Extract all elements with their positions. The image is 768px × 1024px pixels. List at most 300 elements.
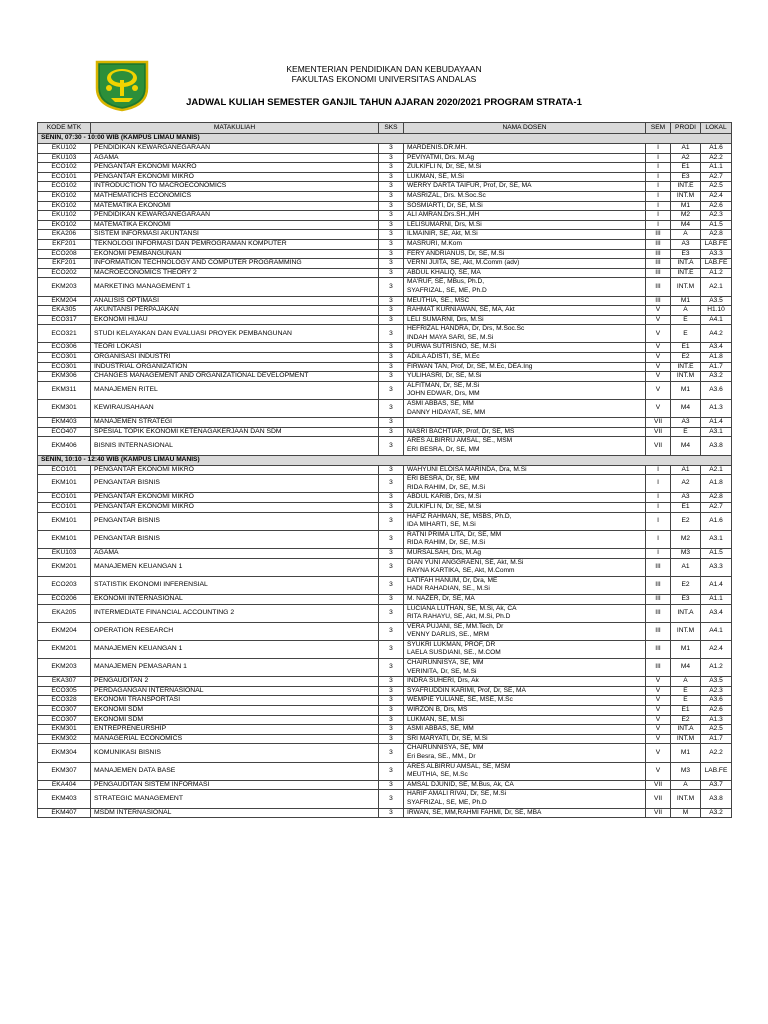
dosen-name: VENNY DARLIS, SE., MRM — [407, 631, 489, 639]
prodi-cell: M3 — [671, 548, 701, 558]
matakuliah-cell: PENGAUDITAN SISTEM INFORMASI — [91, 780, 379, 790]
sks-cell: 3 — [379, 604, 404, 622]
sem-cell: V — [646, 715, 671, 725]
header-sks: SKS — [379, 123, 404, 134]
sks-cell: 3 — [379, 418, 404, 428]
lokal-cell: A1.6 — [701, 144, 732, 154]
prodi-cell: A3 — [671, 493, 701, 503]
kode-cell: EKM201 — [38, 558, 91, 576]
sem-cell: III — [646, 558, 671, 576]
sks-cell: 3 — [379, 268, 404, 278]
sks-cell: 3 — [379, 715, 404, 725]
matakuliah-cell: MANAJEMEN PEMASARAN 1 — [91, 659, 379, 677]
sem-cell: I — [646, 475, 671, 493]
dosen-cell — [404, 353, 646, 363]
lokal-cell: A1.4 — [701, 576, 732, 594]
kode-cell: ECO407 — [38, 427, 91, 437]
prodi-cell: INT.M — [671, 622, 701, 640]
header-sem: SEM — [646, 123, 671, 134]
prodi-cell: A — [671, 780, 701, 790]
prodi-cell: INT.E — [671, 268, 701, 278]
matakuliah-cell: PENGAUDITAN 2 — [91, 677, 379, 687]
lokal-cell: A2.8 — [701, 230, 732, 240]
prodi-cell: INT.M — [671, 191, 701, 201]
dosen-name: VERNI JUITA, SE, Akt, M.Comm (adv) — [407, 259, 520, 267]
sem-cell: I — [646, 220, 671, 230]
dosen-name: MASRIZAL, Drs. M.Soc.Sc — [407, 191, 486, 199]
lokal-cell: A2.8 — [701, 493, 732, 503]
header-matakuliah: MATAKULIAH — [91, 123, 379, 134]
lokal-cell: A2.1 — [701, 465, 732, 475]
lokal-cell: A1.5 — [701, 548, 732, 558]
sem-cell: III — [646, 659, 671, 677]
prodi-cell: M1 — [671, 381, 701, 399]
table-row — [38, 353, 732, 363]
lokal-cell: A2.4 — [701, 640, 732, 658]
kode-cell: ECO102 — [38, 163, 91, 173]
sem-cell: III — [646, 249, 671, 259]
matakuliah-cell: MATEMATIKA EKONOMI — [91, 220, 379, 230]
dosen-name: LATIFAH HANUM, Dr, Dra, ME — [407, 576, 498, 584]
sem-cell: VII — [646, 808, 671, 818]
dosen-name: HARIF AMALI RIVAI, Dr, SE, M.Si — [407, 790, 507, 798]
sem-cell: V — [646, 400, 671, 418]
lokal-cell: A1.7 — [701, 362, 732, 372]
table-row — [38, 249, 732, 259]
sks-cell: 3 — [379, 296, 404, 306]
dosen-cell — [404, 744, 646, 762]
matakuliah-cell: OPERATION RESEARCH — [91, 622, 379, 640]
dosen-cell — [404, 762, 646, 780]
table-body — [38, 134, 732, 818]
dosen-cell — [404, 182, 646, 192]
dosen-name: INDAH MAYA SARI, SE, M.Si — [407, 333, 494, 341]
lokal-cell: A1.8 — [701, 475, 732, 493]
kode-cell: EKM403 — [38, 418, 91, 428]
prodi-cell: M2 — [671, 211, 701, 221]
sks-cell: 3 — [379, 686, 404, 696]
sem-cell: III — [646, 239, 671, 249]
lokal-cell: A3.3 — [701, 249, 732, 259]
sks-cell: 3 — [379, 475, 404, 493]
lokal-cell: LAB.FE — [701, 762, 732, 780]
prodi-cell: E2 — [671, 353, 701, 363]
dosen-name: ZULKIFLI N, Dr, SE, M.Si — [407, 502, 482, 510]
kode-cell: ECO101 — [38, 465, 91, 475]
table-row — [38, 427, 732, 437]
prodi-cell: A — [671, 306, 701, 316]
matakuliah-cell: SPESIAL TOPIK EKONOMI KETENAGAKERJAAN DAN SDM — [91, 427, 379, 437]
lokal-cell: A2.5 — [701, 182, 732, 192]
kode-cell: EKM307 — [38, 762, 91, 780]
table-row — [38, 437, 732, 455]
matakuliah-cell: PENGANTAR EKONOMI MAKRO — [91, 163, 379, 173]
matakuliah-cell: PENGANTAR EKONOMI MIKRO — [91, 172, 379, 182]
prodi-cell: INT.M — [671, 734, 701, 744]
kode-cell: ECO102 — [38, 182, 91, 192]
dosen-cell — [404, 502, 646, 512]
sem-cell: V — [646, 706, 671, 716]
kode-cell: EKU102 — [38, 211, 91, 221]
matakuliah-cell: EKONOMI TRANSPORTASI — [91, 696, 379, 706]
lokal-cell: A3.4 — [701, 343, 732, 353]
sks-cell: 3 — [379, 220, 404, 230]
lokal-cell: A1.3 — [701, 715, 732, 725]
dosen-name: VERA PUJANI, SE, MM.Tech, Dr — [407, 622, 504, 630]
sks-cell: 3 — [379, 594, 404, 604]
matakuliah-cell: MARKETING MANAGEMENT 1 — [91, 278, 379, 296]
matakuliah-cell: MANAJEMEN KEUANGAN 1 — [91, 640, 379, 658]
lokal-cell: A3.1 — [701, 530, 732, 548]
kode-cell: EKM203 — [38, 659, 91, 677]
dosen-cell — [404, 220, 646, 230]
lokal-cell: A1.6 — [701, 512, 732, 530]
sks-cell: 3 — [379, 576, 404, 594]
lokal-cell: A2.1 — [701, 278, 732, 296]
dosen-cell — [404, 201, 646, 211]
kode-cell: ECO321 — [38, 325, 91, 343]
table-row — [38, 259, 732, 269]
sem-cell: V — [646, 362, 671, 372]
kode-cell: EKM306 — [38, 372, 91, 382]
table-row — [38, 594, 732, 604]
dosen-cell — [404, 604, 646, 622]
kode-cell: ECO307 — [38, 715, 91, 725]
sks-cell: 3 — [379, 163, 404, 173]
sks-cell: 3 — [379, 249, 404, 259]
dosen-cell — [404, 437, 646, 455]
prodi-cell: M1 — [671, 744, 701, 762]
sks-cell: 3 — [379, 306, 404, 316]
dosen-name: SYAFRUDDIN KARIMI, Prof, Dr, SE, MA — [407, 686, 526, 694]
sem-cell: III — [646, 640, 671, 658]
dosen-name: M. NAZER, Dr, SE, MA — [407, 594, 475, 602]
sem-cell: VII — [646, 418, 671, 428]
matakuliah-cell: INFORMATION TECHNOLOGY AND COMPUTER PROGRAMMING — [91, 259, 379, 269]
prodi-cell: A2 — [671, 475, 701, 493]
prodi-cell: INT.A — [671, 604, 701, 622]
kode-cell: ECO305 — [38, 686, 91, 696]
kode-cell: EKO102 — [38, 201, 91, 211]
sem-cell: I — [646, 153, 671, 163]
sks-cell: 3 — [379, 677, 404, 687]
sem-cell: V — [646, 325, 671, 343]
table-row — [38, 493, 732, 503]
lokal-cell: A2.7 — [701, 502, 732, 512]
sks-cell: 3 — [379, 493, 404, 503]
sem-cell: I — [646, 493, 671, 503]
prodi-cell: INT.M — [671, 790, 701, 808]
dosen-cell — [404, 239, 646, 249]
dosen-name: DANNY HIDAYAT, SE, MM — [407, 408, 486, 416]
document-header — [0, 0, 768, 122]
sem-cell: V — [646, 677, 671, 687]
matakuliah-cell: STUDI KELAYAKAN DAN EVALUASI PROYEK PEMBANGUNAN — [91, 325, 379, 343]
lokal-cell: A2.2 — [701, 744, 732, 762]
dosen-cell — [404, 191, 646, 201]
sem-cell: V — [646, 306, 671, 316]
matakuliah-cell: AKUNTANSI PERPAJAKAN — [91, 306, 379, 316]
sks-cell: 3 — [379, 762, 404, 780]
dosen-cell — [404, 715, 646, 725]
dosen-cell — [404, 475, 646, 493]
dosen-name: ARES ALBIRRU AMSAL, SE., MSM — [407, 437, 513, 445]
prodi-cell: E — [671, 427, 701, 437]
table-row — [38, 163, 732, 173]
prodi-cell: E1 — [671, 706, 701, 716]
dosen-cell — [404, 153, 646, 163]
sks-cell: 3 — [379, 734, 404, 744]
sks-cell: 3 — [379, 259, 404, 269]
prodi-cell: M2 — [671, 530, 701, 548]
dosen-cell — [404, 163, 646, 173]
matakuliah-cell: ENTREPRENEURSHIP — [91, 725, 379, 735]
dosen-cell — [404, 734, 646, 744]
table-row — [38, 762, 732, 780]
dosen-name: JOHN EDWAR, Drs, MM — [407, 390, 480, 398]
kode-cell: ECO101 — [38, 502, 91, 512]
sks-cell: 3 — [379, 465, 404, 475]
lokal-cell: A2.5 — [701, 725, 732, 735]
dosen-cell — [404, 594, 646, 604]
sks-cell: 3 — [379, 278, 404, 296]
lokal-cell: A2.7 — [701, 172, 732, 182]
matakuliah-cell: KOMUNIKASI BISNIS — [91, 744, 379, 762]
dosen-name: RAHMAT KURNIAWAN, SE, MA, Akt — [407, 306, 515, 314]
lokal-cell: A3.2 — [701, 372, 732, 382]
kode-cell: ECO203 — [38, 576, 91, 594]
sks-cell: 3 — [379, 144, 404, 154]
table-row — [38, 548, 732, 558]
matakuliah-cell: EKONOMI INTERNASIONAL — [91, 594, 379, 604]
sem-cell: I — [646, 530, 671, 548]
dosen-cell — [404, 362, 646, 372]
matakuliah-cell: INTERMEDIATE FINANCIAL ACCOUNTING 2 — [91, 604, 379, 622]
table-row — [38, 239, 732, 249]
dosen-name: HEFRIZAL HANDRA, Dr, Drs, M.Soc.Sc — [407, 325, 525, 333]
dosen-cell — [404, 400, 646, 418]
kode-cell: ECO202 — [38, 268, 91, 278]
lokal-cell: A1.3 — [701, 400, 732, 418]
kode-cell: ECO208 — [38, 249, 91, 259]
table-row — [38, 576, 732, 594]
prodi-cell: A1 — [671, 144, 701, 154]
dosen-name: SYAFRIZAL, SE, ME, Ph.D — [407, 798, 487, 806]
matakuliah-cell: AGAMA — [91, 548, 379, 558]
sem-cell: III — [646, 259, 671, 269]
matakuliah-cell: MANAJEMEN DATA BASE — [91, 762, 379, 780]
sem-cell: III — [646, 278, 671, 296]
table-row — [38, 372, 732, 382]
section-title: SENIN, 07:30 - 10:00 WIB (KAMPUS LIMAU MANIS) — [38, 134, 732, 144]
prodi-cell: M1 — [671, 296, 701, 306]
prodi-cell: A — [671, 230, 701, 240]
dosen-name: RIDA RAHIM, Dr, SE, M.Si — [407, 483, 486, 491]
prodi-cell: A2 — [671, 153, 701, 163]
lokal-cell: A3.2 — [701, 808, 732, 818]
matakuliah-cell: INDUSTRIAL ORGANIZATION — [91, 362, 379, 372]
prodi-cell: M1 — [671, 640, 701, 658]
dosen-cell — [404, 706, 646, 716]
document-title: JADWAL KULIAH SEMESTER GANJIL TAHUN AJARAN 2020/2021 PROGRAM STRATA-1 — [186, 97, 582, 108]
matakuliah-cell: PENDIDIKAN KEWARGANEGARAAN — [91, 211, 379, 221]
sem-cell: I — [646, 172, 671, 182]
sks-cell: 3 — [379, 230, 404, 240]
matakuliah-cell: PERDAGANGAN INTERNASIONAL — [91, 686, 379, 696]
table-row — [38, 530, 732, 548]
matakuliah-cell: PENGANTAR EKONOMI MIKRO — [91, 465, 379, 475]
dosen-cell — [404, 576, 646, 594]
matakuliah-cell: MSDM INTERNASIONAL — [91, 808, 379, 818]
prodi-cell: E3 — [671, 172, 701, 182]
prodi-cell: M4 — [671, 659, 701, 677]
table-row — [38, 400, 732, 418]
dosen-cell — [404, 306, 646, 316]
header-kode: KODE MTK — [38, 123, 91, 134]
table-row — [38, 315, 732, 325]
table-row — [38, 715, 732, 725]
sks-cell: 3 — [379, 325, 404, 343]
lokal-cell: LAB.FE — [701, 239, 732, 249]
matakuliah-cell: CHANGES MANAGEMENT AND ORGANIZATIONAL DEVELOPMENT — [91, 372, 379, 382]
table-row — [38, 677, 732, 687]
dosen-cell — [404, 427, 646, 437]
sks-cell: 3 — [379, 381, 404, 399]
lokal-cell: A1.2 — [701, 268, 732, 278]
sks-cell: 3 — [379, 201, 404, 211]
table-row — [38, 325, 732, 343]
dosen-name: LUKMAN, SE, M.Si — [407, 172, 464, 180]
sks-cell: 3 — [379, 558, 404, 576]
prodi-cell: E2 — [671, 715, 701, 725]
header-prodi: PRODI — [671, 123, 701, 134]
prodi-cell: INT.M — [671, 372, 701, 382]
sks-cell: 3 — [379, 315, 404, 325]
sks-cell: 3 — [379, 353, 404, 363]
lokal-cell: A3.3 — [701, 558, 732, 576]
dosen-name: NASRI BACHTIAR, Prof, Dr, SE, MS — [407, 427, 515, 435]
section-header-row — [38, 455, 732, 465]
kode-cell: EKM101 — [38, 530, 91, 548]
sem-cell: I — [646, 201, 671, 211]
dosen-name: INDRA SUHERI, Drs, Ak — [407, 677, 479, 685]
dosen-cell — [404, 296, 646, 306]
dosen-name: RIDA RAHIM, Dr, SE, M.Si — [407, 539, 486, 547]
dosen-name: RAYNA KARTIKA, SE, Akt, M.Comm — [407, 567, 515, 575]
sem-cell: VII — [646, 437, 671, 455]
lokal-cell: A2.6 — [701, 201, 732, 211]
dosen-name: RATNI PRIMA LITA, Dr, SE, MM — [407, 530, 502, 538]
sem-cell: III — [646, 576, 671, 594]
kode-cell: EKM301 — [38, 400, 91, 418]
prodi-cell: INT.E — [671, 362, 701, 372]
dosen-cell — [404, 677, 646, 687]
matakuliah-cell: INTRODUCTION TO MACROECONOMICS — [91, 182, 379, 192]
dosen-cell — [404, 230, 646, 240]
sks-cell: 3 — [379, 362, 404, 372]
dosen-name: ERI BESRA, Dr, SE, MM — [407, 446, 480, 453]
table-row — [38, 640, 732, 658]
faculty-name: FAKULTAS EKONOMI UNIVERSITAS ANDALAS — [291, 74, 477, 84]
prodi-cell: A3 — [671, 239, 701, 249]
sks-cell: 3 — [379, 640, 404, 658]
sem-cell: V — [646, 315, 671, 325]
dosen-cell — [404, 268, 646, 278]
dosen-cell — [404, 725, 646, 735]
table-row — [38, 696, 732, 706]
sem-cell: I — [646, 191, 671, 201]
prodi-cell: E — [671, 686, 701, 696]
sks-cell: 3 — [379, 808, 404, 818]
sks-cell: 3 — [379, 512, 404, 530]
matakuliah-cell: EKONOMI HIJAU — [91, 315, 379, 325]
dosen-cell — [404, 259, 646, 269]
dosen-name: SRI MARYATI, Dr, SE, M.Si — [407, 734, 488, 742]
dosen-name: ARES ALBIRRU AMSAL, SE, MSM — [407, 762, 511, 770]
table-row — [38, 172, 732, 182]
section-title: SENIN, 10:10 - 12:40 WIB (KAMPUS LIMAU MANIS) — [38, 455, 732, 465]
sks-cell: 3 — [379, 790, 404, 808]
dosen-name: MARDENIS.DR.MH. — [407, 144, 468, 151]
table-row — [38, 211, 732, 221]
dosen-name: MEUTHIA, SE., MSC — [407, 296, 470, 304]
dosen-name: LELISUMARNI, Drs, M.Si — [407, 220, 482, 228]
sks-cell: 3 — [379, 744, 404, 762]
kode-cell: EKU103 — [38, 153, 91, 163]
dosen-cell — [404, 325, 646, 343]
sem-cell: V — [646, 744, 671, 762]
kode-cell: EKM201 — [38, 640, 91, 658]
dosen-cell — [404, 640, 646, 658]
matakuliah-cell: PENGANTAR BISNIS — [91, 475, 379, 493]
matakuliah-cell: MANAJEMEN KEUANGAN 1 — [91, 558, 379, 576]
matakuliah-cell: MANAGERIAL ECONOMICS — [91, 734, 379, 744]
dosen-name: ALI AMRAN.Drs.SH.,MH — [407, 211, 480, 219]
kode-cell: EKF201 — [38, 239, 91, 249]
lokal-cell: A1.4 — [701, 418, 732, 428]
sks-cell: 3 — [379, 780, 404, 790]
prodi-cell: A1 — [671, 465, 701, 475]
dosen-name: MA'RUF, SE, MBus, Ph.D, — [407, 278, 485, 286]
dosen-name: ASMI ABBAS, SE, MM — [407, 725, 474, 733]
sks-cell: 3 — [379, 502, 404, 512]
table-row — [38, 475, 732, 493]
prodi-cell: E3 — [671, 249, 701, 259]
sks-cell: 3 — [379, 343, 404, 353]
kode-cell: ECO301 — [38, 353, 91, 363]
dosen-name: LELI SUMARNI, Drs, M.Si — [407, 315, 484, 323]
table-row — [38, 296, 732, 306]
matakuliah-cell: KEWIRAUSAHAAN — [91, 400, 379, 418]
kode-cell: EKM301 — [38, 725, 91, 735]
lokal-cell: A3.5 — [701, 677, 732, 687]
table-row — [38, 144, 732, 154]
lokal-cell: A2.2 — [701, 153, 732, 163]
schedule-table — [37, 122, 732, 818]
matakuliah-cell: MATHEMATICHS ECONOMICS — [91, 191, 379, 201]
dosen-cell — [404, 278, 646, 296]
sem-cell: V — [646, 353, 671, 363]
dosen-name: HAFIZ RAHMAN, SE, MSBS, Ph.D, — [407, 512, 512, 520]
header-lokal: LOKAL — [701, 123, 732, 134]
sem-cell: V — [646, 686, 671, 696]
matakuliah-cell: PENGANTAR EKONOMI MIKRO — [91, 493, 379, 503]
dosen-name: ADILA ADISTI, SE, M.Ec — [407, 353, 480, 361]
sem-cell: V — [646, 725, 671, 735]
dosen-name: FERY ANDRIANUS, Dr, SE, M.Si — [407, 249, 505, 257]
table-row — [38, 706, 732, 716]
prodi-cell: M1 — [671, 201, 701, 211]
